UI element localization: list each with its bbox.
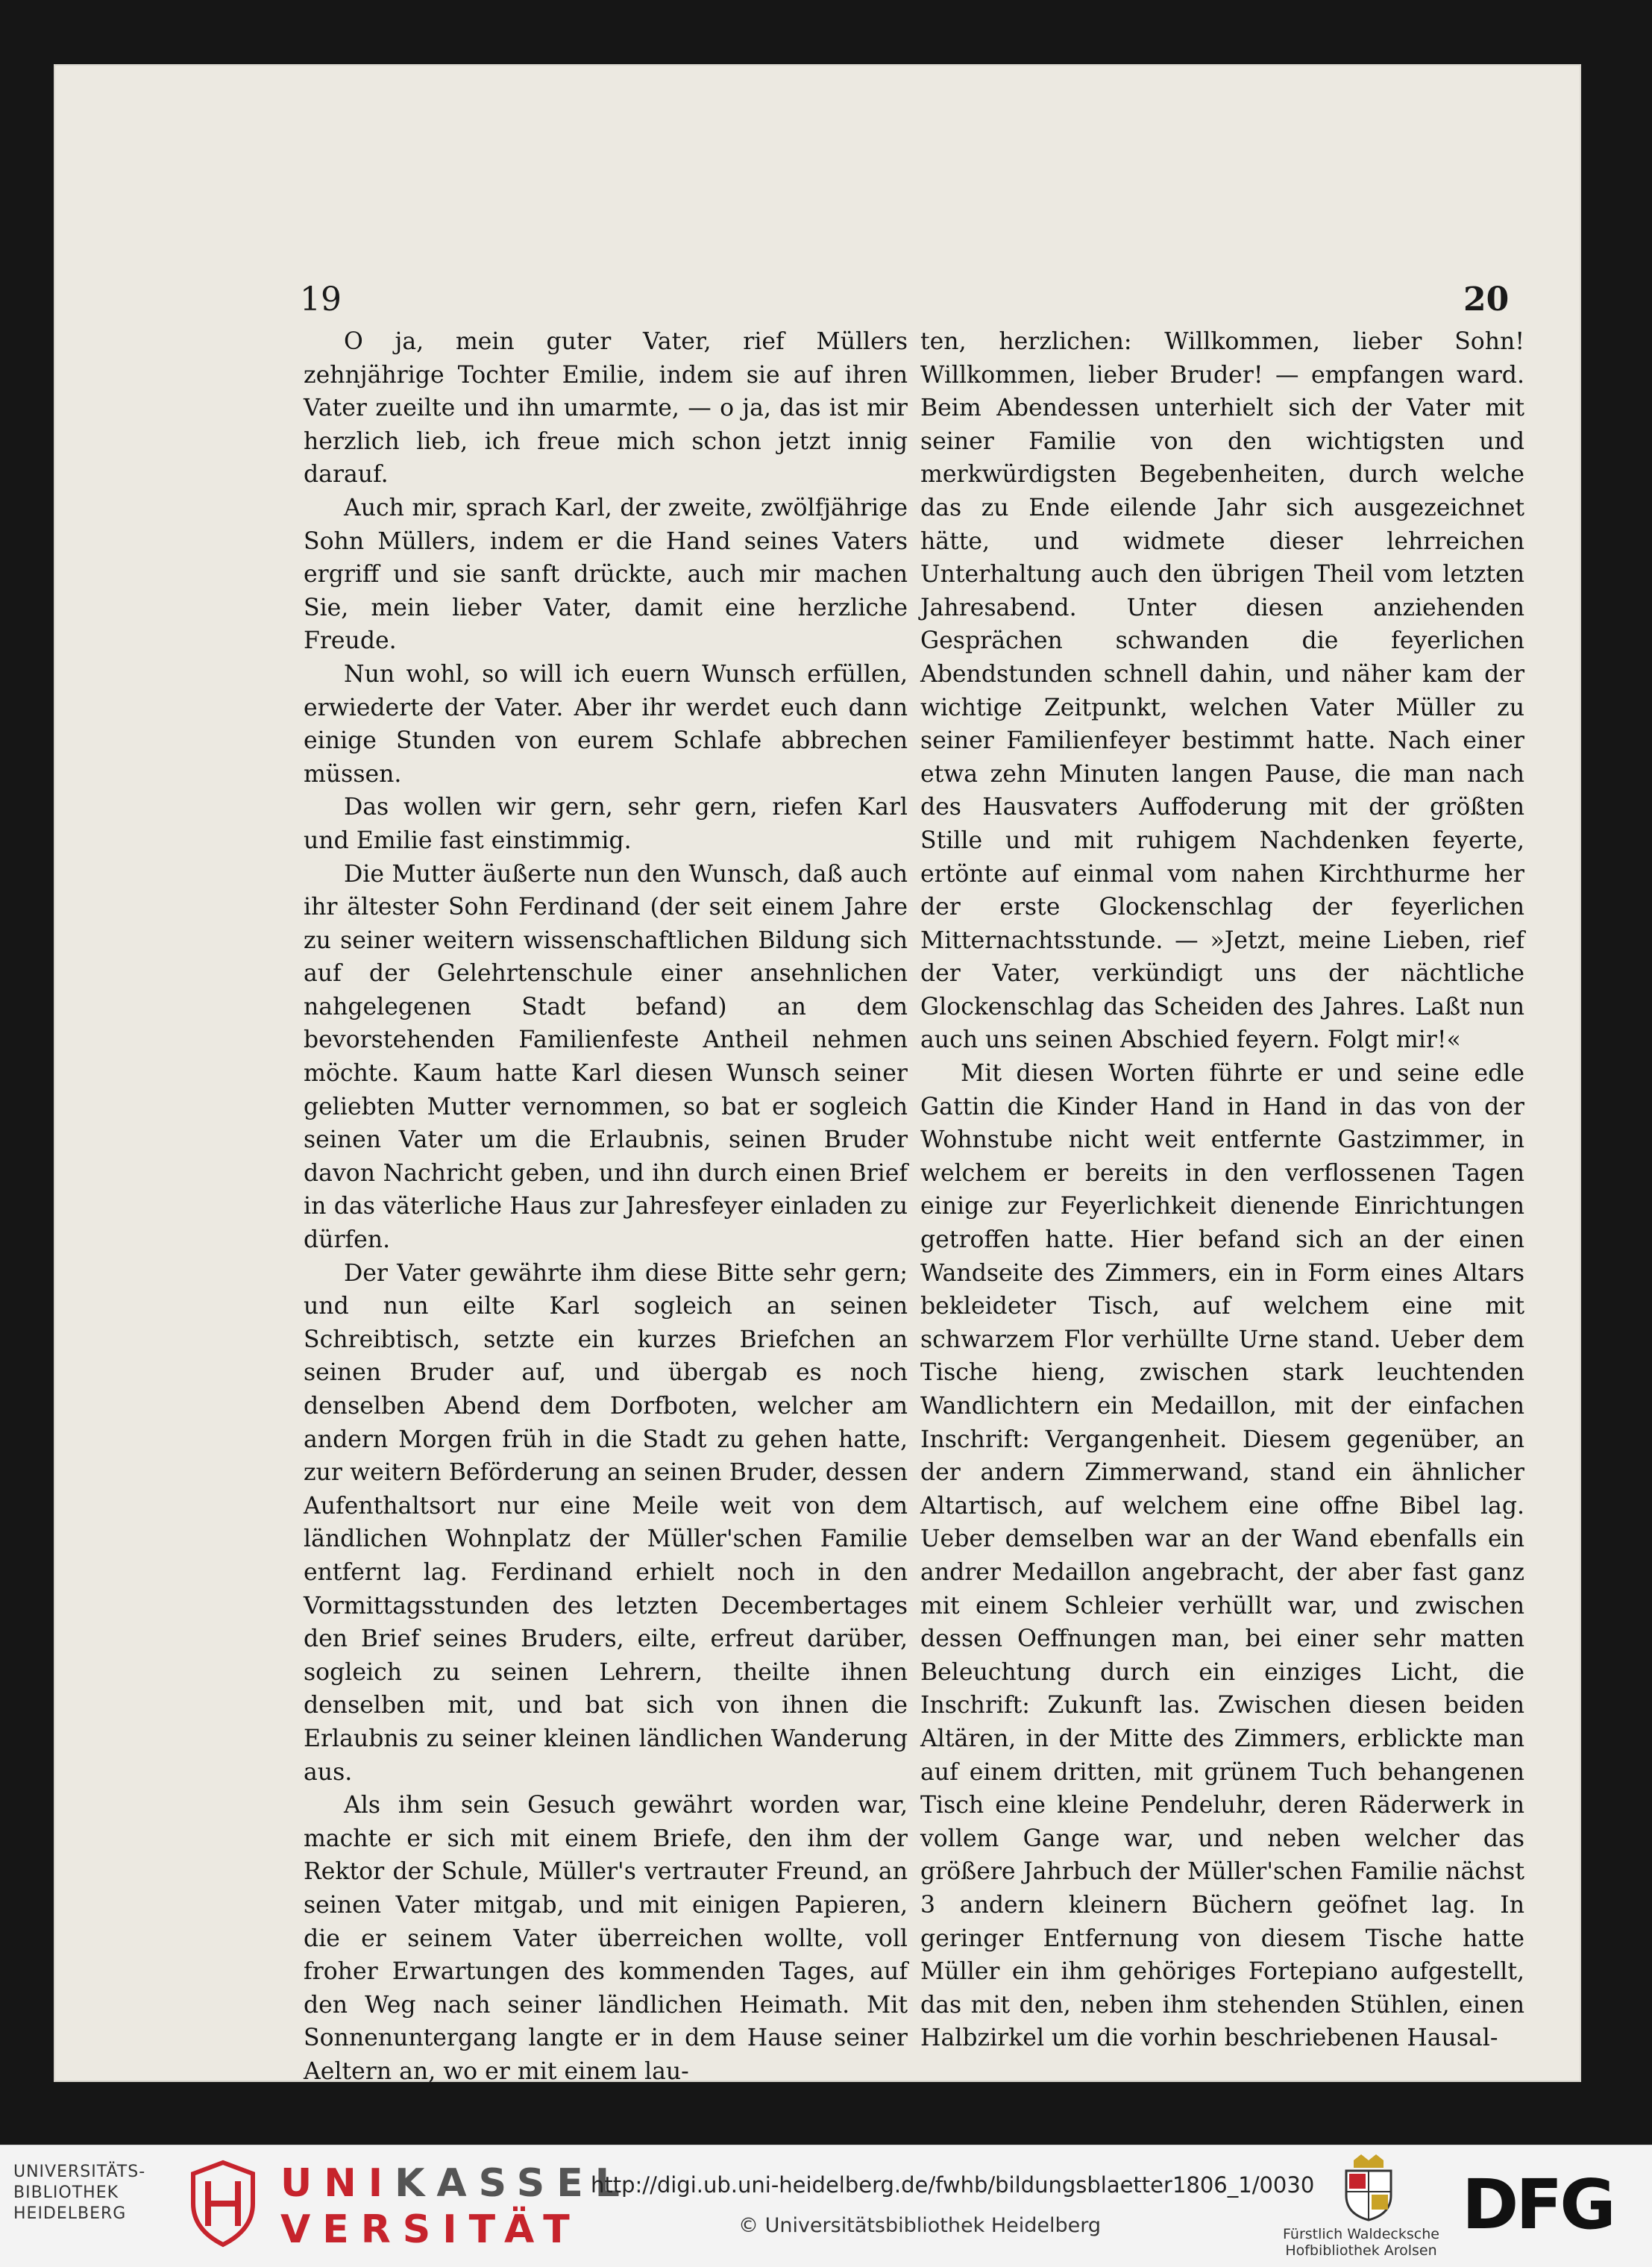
paragraph: Die Mutter äußerte nun den Wunsch, daß auch ihr ältester Sohn Ferdinand (der seit einem Jahre zu seiner weitern wissenschaftlichen Bildung sich auf der Gelehrtenschule einer ansehnlichen nahgelegenen Stadt befand) an dem bevorstehenden Familienfeste Antheil nehmen möchte. Kaum hatte Karl diesen Wunsch seiner geliebten Mutter vernommen, so bat er sogleich seinen Vater um die Erlaubnis, seinen Bruder davon Nachricht geben, und ihn durch einen Brief in das väterliche Haus zur Jahresfeyer einladen zu dürfen. (304, 860, 908, 1254)
unikassel-top: UNIKASSEL (280, 2161, 632, 2206)
viewer-footer (0, 2145, 1652, 2267)
paragraph: Der Vater gewährte ihm diese Bitte sehr gern; und nun eilte Karl sogleich an seinen Schreibtisch, setzte ein kurzes Briefchen an seinen Bruder auf, und übergab es noch denselben Abend dem Dorfboten, welcher am andern Morgen früh in die Stadt zu gehen hatte, zur weitern Beförderung an seinen Bruder, dessen Aufenthaltsort nur eine Meile weit von dem ländlichen Wohnplatz der Müller'schen Familie entfernt lag. Ferdinand erhielt noch in den Vormittagsstunden des letzten Decembertages den Brief seines Bruders, eilte, erfreut darüber, sogleich zu seinen Lehrern, theilte ihnen denselben mit, und bat sich von ihnen die Erlaubnis zu seiner kleinen ländlichen Wanderung aus. (304, 1259, 908, 1786)
paragraph: O ja, mein guter Vater, rief Müllers zehnjährige Tochter Emilie, indem sie auf ihren Vater zueilte und ihn umarmte, — o ja, das ist mir herzlich lieb, ich freue mich schon jetzt innig darauf. (304, 328, 908, 489)
paragraph: Auch mir, sprach Karl, der zweite, zwölfjährige Sohn Müllers, indem er die Hand seines Vaters ergriff und sie sanft drückte, auch mir machen Sie, mein lieber Vater, damit eine herzliche Freude. (304, 494, 908, 655)
paragraph: Das wollen wir gern, sehr gern, riefen Karl und Emilie fast einstimmig. (304, 794, 908, 854)
unikassel-bottom: VERSITÄT (280, 2207, 582, 2252)
arolsen-line: Hofbibliothek Arolsen (1285, 2242, 1437, 2259)
text-column-right (920, 325, 1524, 2055)
unikassel-logo[interactable] (280, 2160, 632, 2253)
copyright-notice: © Universitätsbibliothek Heidelberg (738, 2214, 1102, 2237)
permalink-url[interactable]: http://digi.ub.uni-heidelberg.de/fwhb/bildungsblaetter1806_1/0030 (591, 2172, 1315, 2198)
page-number-right: 20 (1463, 280, 1510, 319)
arolsen-library-label (1253, 2226, 1469, 2259)
book-page (54, 64, 1581, 2085)
heidelberg-library-label[interactable] (13, 2162, 178, 2224)
paragraph: ten, herzlichen: Willkommen, lieber Sohn! Willkommen, lieber Bruder! — empfangen ward. Beim Abendessen unterhielt sich der Vater mit seiner Familie von den wichtigsten und merkwürdigsten Begebenheiten, durch welche das zu Ende eilende Jahr sich ausgezeichnet hätte, und widmete dieser lehrreichen Unterhaltung auch den übrigen Theil vom letzten Jahresabend. Unter diesen anziehenden Gesprächen schwanden die feyerlichen Abendstunden schnell dahin, und näher kam der wichtige Zeitpunkt, welchen Vater Müller zu seiner Familienfeyer bestimmt hatte. Nach einer etwa zehn Minuten langen Pause, die man nach des Hausvaters Auffoderung mit der größten Stille und mit ruhigem Nachdenken feyerte, ertönte auf einmal vom nahen Kirchthurme her der erste Glockenschlag der feyerlichen Mitternachtsstunde. — »Jetzt, meine Lieben, rief der Vater, verkündigt uns der nächtliche Glockenschlag das Scheiden des Jahres. Laßt nun auch uns seinen Abschied feyern. Folgt mir!« (920, 328, 1524, 1054)
dfg-logo[interactable]: DFG (1462, 2165, 1613, 2245)
paragraph: Nun wohl, so will ich euern Wunsch erfüllen, erwiederte der Vater. Aber ihr werdet euch dann einige Stunden von eurem Schlafe abbrechen müssen. (304, 660, 908, 788)
heidelberg-logo-icon[interactable] (182, 2159, 264, 2248)
heidelberg-line: HEIDELBERG (13, 2204, 127, 2223)
paragraph: Mit diesen Worten führte er und seine edle Gattin die Kinder Hand in Hand in das von der Wohnstube nicht weit entfernte Gastzimmer, in welchem er bereits in den verflossenen Tagen einige zur Feyerlichkeit dienende Einrichtungen getroffen hatte. Hier befand sich an der einen Wandseite des Zimmers, ein in Form eines Altars bekleideter Tisch, auf welchem eine mit schwarzem Flor verhüllte Urne stand. Ueber dem Tische hieng, zwischen stark leuchtenden Wandlichtern ein Medaillon, mit der einfachen Inschrift: Vergangenheit. Diesem gegenüber, an der andern Zimmerwand, stand ein ähnlicher Altartisch, auf welchem eine offne Bibel lag. Ueber demselben war an der Wand ebenfalls ein andrer Medaillon angebracht, der aber fast ganz mit einem Schleier verhüllt war, und zwischen dessen Oeffnungen man, bei einer sehr matten Beleuchtung durch ein einziges Licht, die Inschrift: Zukunft las. Zwischen diesen beiden Altären, in der Mitte des Zimmers, erblickte man auf einem dritten, mit grünem Tuch behangenen Tisch eine kleine Pendeluhr, deren Räderwerk in vollem Gange war, und neben welcher das größere Jahrbuch der Müller'schen Familie nächst 3 andern kleinern Büchern geöfnet lag. In geringer Entfernung von diesem Tische hatte Müller ein ihm gehöriges Fortepiano aufgestellt, das mit den, neben ihm stehenden Stühlen, einen Halbzirkel um die vorhin beschriebenen Hausal- (920, 1060, 1524, 2052)
arolsen-line: Fürstlich Waldecksche (1283, 2226, 1439, 2242)
paragraph: Als ihm sein Gesuch gewährt worden war, machte er sich mit einem Briefe, den ihm der Rektor der Schule, Müller's vertrauter Freund, an seinen Vater mitgab, und mit einigen Papieren, die er seinem Vater überreichen wollte, voll froher Erwartungen des kommenden Tages, auf den Weg nach seiner ländlichen Heimath. Mit Sonnenuntergang langte er in dem Hause seiner Aeltern an, wo er mit einem lau- (304, 1792, 908, 2085)
crest-icon (1339, 2154, 1398, 2221)
page-number-left: 19 (300, 280, 342, 319)
text-column-left (304, 325, 908, 2088)
heidelberg-line: BIBLIOTHEK (13, 2183, 119, 2202)
heidelberg-line: UNIVERSITÄTS- (13, 2163, 146, 2181)
